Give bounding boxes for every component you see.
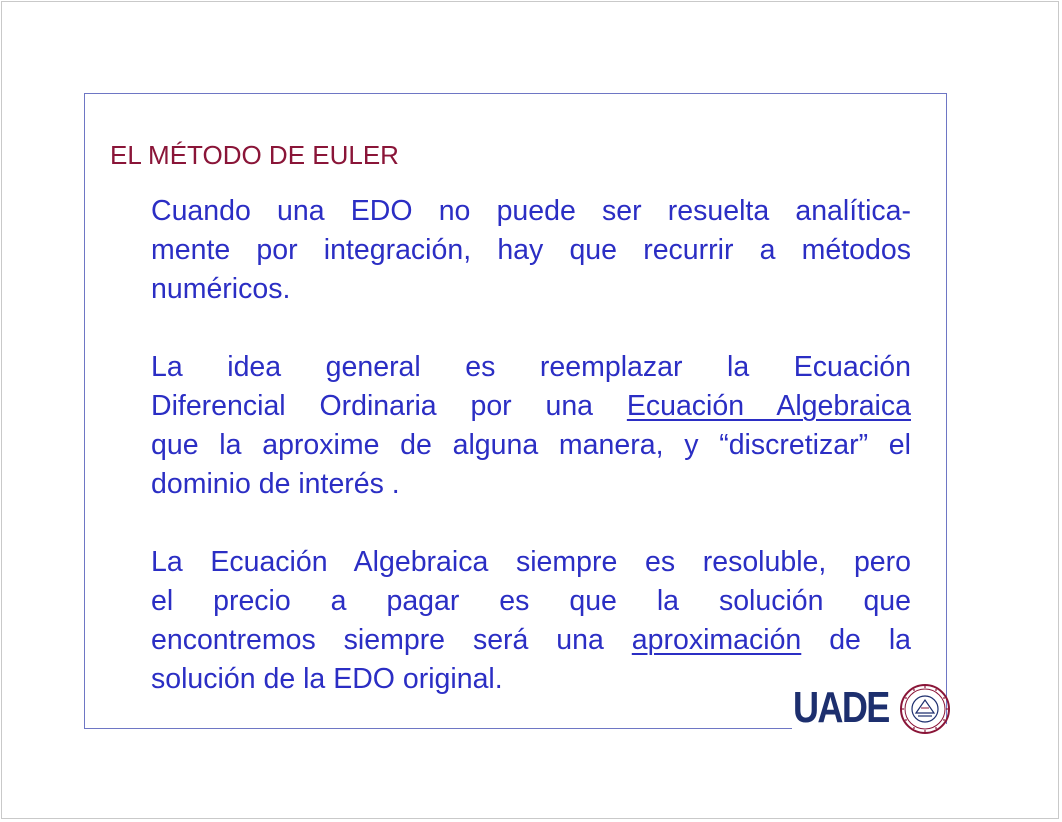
university-seal-icon — [899, 683, 951, 735]
paragraph-2-line-1: La idea general es reemplazar la Ecuación — [151, 351, 911, 383]
paragraph-1-line-3: numéricos. — [151, 273, 291, 305]
paragraph-2-line-3: que la aproxime de alguna manera, y “discretizar” el — [151, 429, 911, 461]
paragraph-3-line-2: el precio a pagar es que la solución que — [151, 585, 911, 617]
paragraph-3-line-4: solución de la EDO original. — [151, 663, 503, 695]
paragraph-3-line-3-text-b: de la — [801, 624, 911, 656]
underlined-term-aproximacion: aproximación — [631, 624, 802, 656]
paragraph-1-line-2: mente por integración, hay que recurrir a métodos — [151, 234, 911, 266]
paragraph-2-line-2 — [151, 387, 911, 426]
paragraph-1 — [151, 192, 911, 309]
paragraph-2-line-4: dominio de interés . — [151, 468, 400, 500]
paragraph-3-line-3-text-a: encontremos siempre será una — [151, 624, 632, 656]
paragraph-1-line-1: Cuando una EDO no puede ser resuelta analítica- — [151, 195, 911, 227]
slide-title: EL MÉTODO DE EULER — [110, 140, 399, 170]
underlined-term-ecuacion-algebraica: Ecuación Algebraica — [626, 390, 911, 422]
paragraph-2 — [151, 348, 911, 504]
paragraph-3-line-3 — [151, 621, 911, 660]
paragraph-3-line-1: La Ecuación Algebraica siempre es resoluble, pero — [151, 546, 911, 578]
paragraph-3 — [151, 543, 911, 699]
uade-logo-text: UADE — [793, 683, 889, 732]
uade-logo — [793, 681, 953, 739]
paragraph-2-line-2-text: Diferencial Ordinaria por una — [151, 390, 627, 422]
slide-body — [151, 192, 911, 699]
